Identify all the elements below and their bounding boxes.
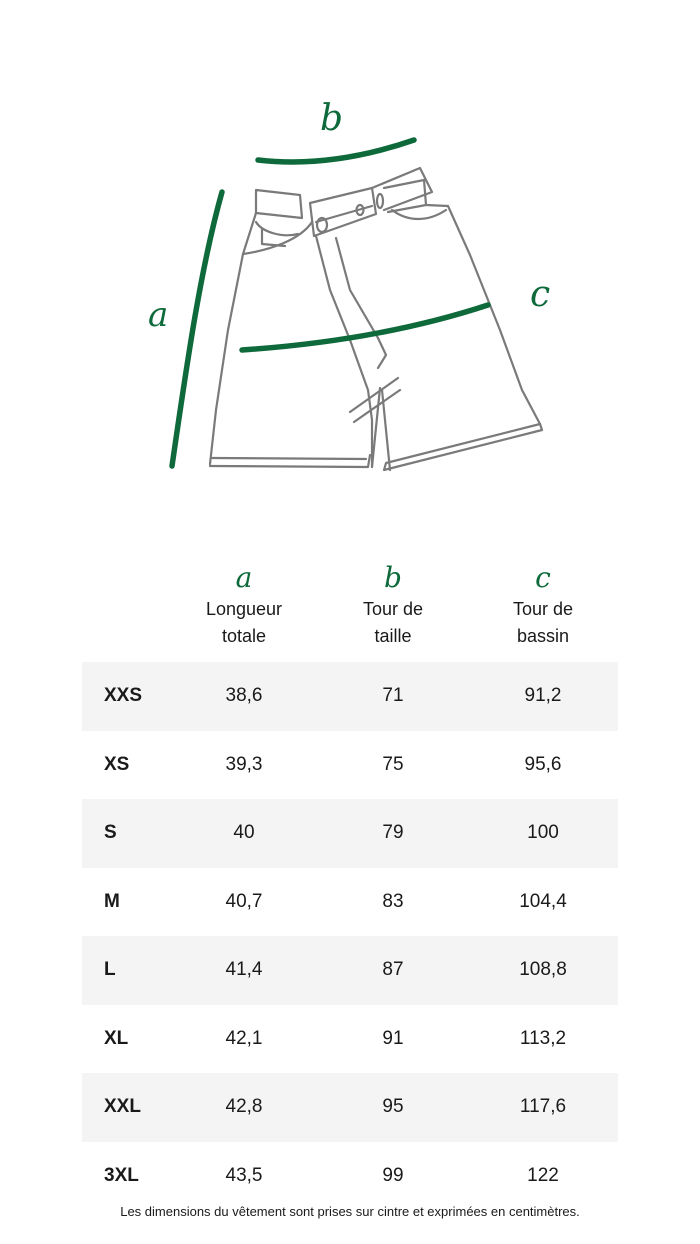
length-cell: 42,1 (225, 1027, 263, 1049)
size-cell: XL (104, 1027, 129, 1049)
header-label-a-line2: totale (221, 626, 267, 646)
table-row (82, 936, 618, 1005)
waist-cell: 87 (318, 936, 468, 1005)
size-cell: 3XL (104, 1164, 139, 1186)
length-cell: 41,4 (170, 936, 318, 1005)
hip-cell: 113,2 (519, 1027, 567, 1049)
size-cell: XXS (82, 662, 170, 731)
size-cell: XS (104, 753, 130, 775)
length-cell: 40 (170, 799, 318, 868)
header-label-c-line2: bassin (516, 626, 570, 646)
waist-cell: 71 (318, 662, 468, 731)
length-cell: 38,6 (170, 662, 318, 731)
waist-cell: 91 (382, 1027, 404, 1049)
header-letter-c: c (535, 561, 551, 594)
size-chart-table (82, 560, 618, 1210)
table-row (82, 799, 618, 868)
hip-cell: 100 (468, 799, 618, 868)
table-row (82, 662, 618, 731)
hip-cell: 108,8 (468, 936, 618, 1005)
measurement-note: Les dimensions du vêtement sont prises sur cintre et exprimées en centimètres. (120, 1204, 580, 1219)
measure-line-b (258, 140, 414, 162)
table-row (82, 1005, 618, 1074)
measure-line-c (242, 305, 488, 350)
hip-cell: 122 (527, 1164, 559, 1186)
shorts-outline (210, 168, 542, 470)
diagram-label-a: a (148, 295, 169, 335)
waist-cell: 79 (318, 799, 468, 868)
table-row (82, 868, 618, 937)
waist-cell: 75 (382, 753, 404, 775)
table-row (82, 731, 618, 800)
size-cell: L (82, 936, 170, 1005)
waist-cell: 99 (382, 1164, 404, 1186)
hip-cell: 117,6 (468, 1073, 618, 1142)
header-label-b-line2: taille (374, 626, 412, 646)
shorts-measurement-diagram (0, 0, 700, 520)
size-cell: XXL (82, 1073, 170, 1142)
table-header-row (82, 560, 618, 662)
diagram-label-c: c (530, 274, 551, 315)
header-col-b (318, 560, 468, 662)
waist-cell: 83 (382, 890, 404, 912)
header-col-a (170, 560, 318, 662)
header-label-a-line1: Longueur (205, 599, 283, 619)
header-letter-b: b (384, 561, 402, 594)
size-cell: S (82, 799, 170, 868)
header-empty-cell (82, 560, 170, 662)
length-cell: 42,8 (170, 1073, 318, 1142)
header-col-c (468, 560, 618, 662)
size-cell: M (104, 890, 120, 912)
waist-cell: 95 (318, 1073, 468, 1142)
hip-cell: 104,4 (519, 890, 567, 912)
length-cell: 40,7 (225, 890, 263, 912)
measurement-lines (172, 140, 488, 466)
length-cell: 43,5 (225, 1164, 263, 1186)
length-cell: 39,3 (225, 753, 263, 775)
table-row (82, 1073, 618, 1142)
header-label-c-line1: Tour de (512, 599, 574, 619)
header-letter-a: a (235, 561, 253, 594)
header-label-b-line1: Tour de (362, 599, 424, 619)
hip-cell: 95,6 (524, 753, 562, 775)
diagram-label-b: b (320, 98, 344, 139)
hip-cell: 91,2 (468, 662, 618, 731)
table-row (82, 1142, 618, 1211)
